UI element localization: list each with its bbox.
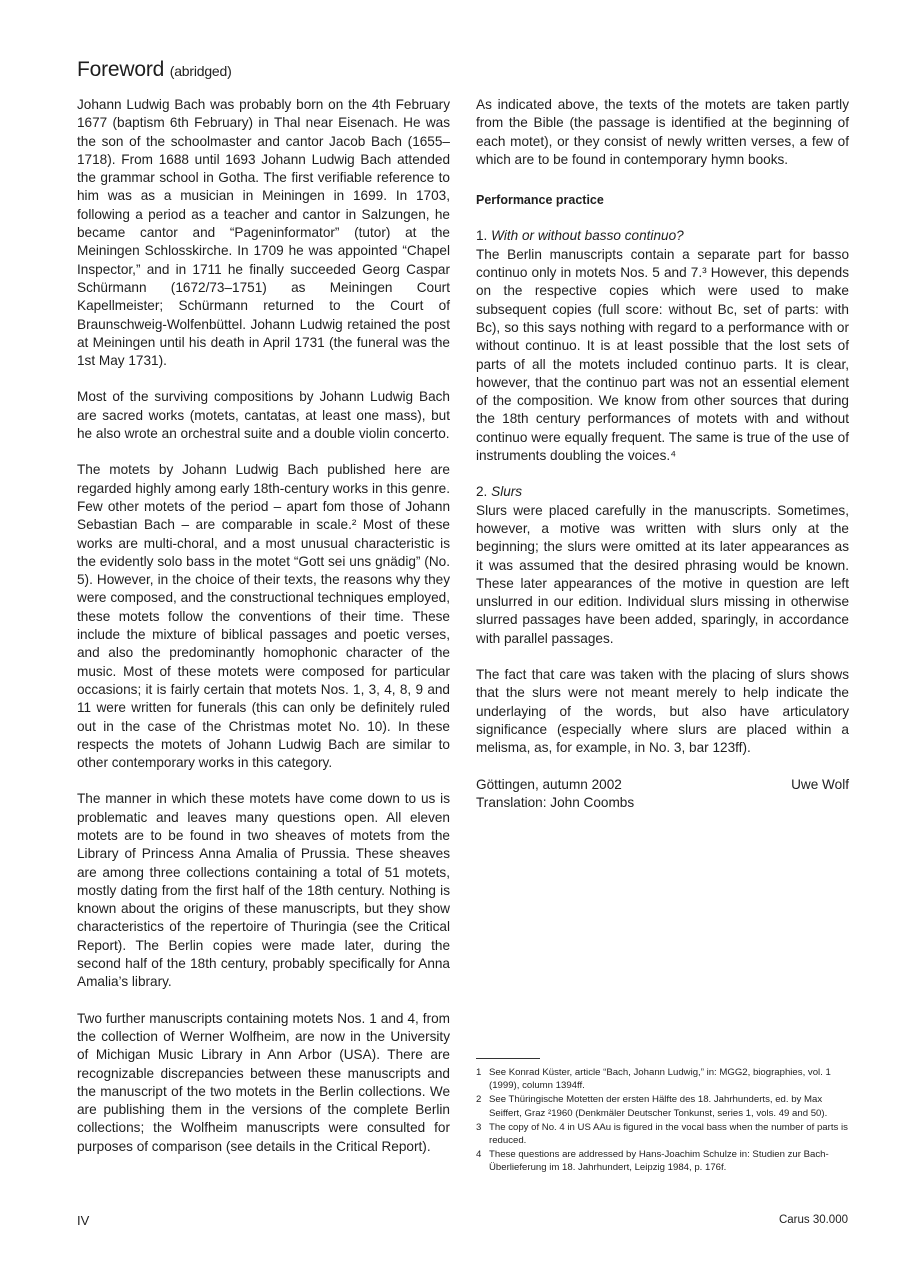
paragraph: The manner in which these motets have come down to us is problematic and leaves many questions open. All eleven motets are to be found in two sheaves of motets from the Library of Princess Anna Amalia of Prussia. These sheaves are among three collections containing a total of 51 motets, mostly dating from the first half of the 18th century. Nothing is known about the origins of these manuscripts, but they show characteristics of the repertoire of Thuringia (see the Critical Report). The Berlin copies were made later, during the second half of the 18th century, probably specifically for Anna Amalia’s library. xyxy=(77,791,450,990)
subsection-title-text: Slurs xyxy=(491,484,523,500)
paragraph: Johann Ludwig Bach was probably born on the 4th February 1677 (baptism 6th February) in Thal near Eisenach. He was the son of the schoolmaster and cantor Jacob Bach (1655–1718). From 1688 until 1693 Johann Ludwig Bach attended the grammar school in Gotha. The first verifiable reference to him was as a musician in Meiningen in 1699. In 1703, following a period as a teacher and cantor in Salzungen, he became cantor and “Pageninformator” (tutor) at the Meiningen Schlosskirche. In 1709 he was appointed “Chapel Inspector,” and in 1711 he finally succeeded Georg Caspar Schürmann (1672/73–1751) as Meiningen Court Kapellmeister; Schürmann returned to the Court of Braunschweig-Wolfenbüttel. Johann Ludwig retained the post at Meiningen until his death in April 1731 (the funeral was the 1st May 1731). xyxy=(77,97,450,369)
paragraph: Most of the surviving compositions by Johann Ludwig Bach are sacred works (motets, cantatas, at least one mass), but he also wrote an orchestral suite and a double violin concerto. xyxy=(77,389,450,442)
footnote-number: 1 xyxy=(476,1067,482,1078)
closing-paragraph: The fact that care was taken with the placing of slurs shows that the slurs were not meant merely to help indicate the underlaying of the words, but also have articulatory significance (especially where slurs are placed within a melisma, as, for example, in No. 3, bar 123ff). xyxy=(476,667,849,756)
subsection-number: 1. xyxy=(476,228,488,244)
subsection-text-2: Slurs were placed carefully in the manuscripts. Sometimes, however, a motive was written with slurs only at the beginning; the slurs were omitted at its later appearances as it was assumed that the desired phrasing would be known. These later appearances of the motive in question are left unslurred in our edition. Individual slurs missing in otherwise slurred passages have been added, sparingly, in accordance with parallel passages. xyxy=(476,502,849,646)
footnote-text: These questions are addressed by Hans-Joachim Schulze in: Studien zur Bach-Überlieferung im 18. Jahrhundert, Leipzig 1984, p. 176f. xyxy=(489,1149,829,1174)
footnote xyxy=(476,1066,849,1092)
footnote xyxy=(476,1148,849,1174)
translation-credit: Translation: John Coombs xyxy=(476,794,635,810)
footnote xyxy=(476,1121,849,1147)
catalog-number: Carus 30.000 xyxy=(778,1214,848,1226)
author-name: Uwe Wolf xyxy=(791,776,849,792)
subsection-title-2 xyxy=(476,483,849,501)
signoff xyxy=(476,776,849,794)
subsection-number: 2. xyxy=(476,484,488,500)
section-heading: Performance practice xyxy=(476,193,604,208)
page-number: IV xyxy=(77,1213,90,1228)
paragraph: The motets by Johann Ludwig Bach published here are regarded highly among early 18th-century works in this genre. Few other motets of the period – apart fom those of Johann Sebastian Bach – are comparable in scale.² Most of these works are multi-choral, and a most unusual characteristic is the evidently solo bass in the motet “Gott sei uns gnädig” (No. 5). However, in the choice of their texts, the reasons why they were composed, and the constructional techniques employed, these motets follow the conventions of their time. These include the mixture of biblical passages and poetic verses, and also the predominantly homophonic character of the music. Most of these motets were composed for particular occasions; it is fairly certain that motets Nos. 1, 3, 4, 8, 9 and 11 were written for funerals (this can only be definitely ruled out in the case of the Christmas motet No. 10). In these respects the motets of Johann Ludwig Bach are similar to other contemporary works in this category. xyxy=(77,462,450,771)
subsection-text-1: The Berlin manuscripts contain a separate part for basso continuo only in motets Nos. 5 and 7.³ However, this depends on the respective copies which were used to make subsequent copies (full score: without Bc, set of parts: with Bc), so this says nothing with regard to a performance with or without continuo. It is at least possible that the lost sets of parts of all the motets included continuo parts. It is clear, however, that the continuo part was not an essential element of the composition. We know from other sources that during the 18th century performances of motets with and without continuo were equally frequent. The same is true of the use of instruments doubling the voices.⁴ xyxy=(476,246,849,464)
footnotes xyxy=(476,1066,849,1176)
paragraph: Two further manuscripts containing motets Nos. 1 and 4, from the collection of Werner Wolfheim, are now in the University of Michigan Music Library in Ann Arbor (USA). There are recognizable discrepancies between these manuscripts and the manuscript of the two motets in the Berlin collections. We are publishing them in the versions of the complete Berlin collections; the Wolfheim manuscripts were consulted for purposes of comparison (see details in the Critical Report). xyxy=(77,1010,450,1154)
title-subtitle: (abridged) xyxy=(169,63,232,79)
footnote-number: 2 xyxy=(476,1094,482,1106)
footnote-text: See Konrad Küster, article “Bach, Johann Ludwig,” in: MGG2, biographies, vol. 1 (1999), column 1394ff. xyxy=(489,1067,831,1092)
title-text: Foreword xyxy=(77,58,165,81)
footnote-number: 4 xyxy=(476,1149,482,1161)
place-date: Göttingen, autumn 2002 xyxy=(476,776,622,792)
footnote xyxy=(476,1093,849,1119)
intro-paragraph: As indicated above, the texts of the motets are taken partly from the Bible (the passage is identified at the beginning of each motet), or they consist of newly written verses, a few of which are to be found in contemporary hymn books. xyxy=(476,97,849,167)
left-column xyxy=(77,96,450,1174)
subsection-title-text: With or without basso continuo? xyxy=(491,228,684,244)
footnote-text: See Thüringische Motetten der ersten Hälfte des 18. Jahrhunderts, ed. by Max Seiffert, Graz ²1960 (Denkmäler Deutscher Tonkunst, series 1, vols. 49 and 50). xyxy=(489,1094,828,1119)
page-title xyxy=(77,58,232,82)
footnote-text: The copy of No. 4 in US AAu is figured in the vocal bass when the number of parts is reduced. xyxy=(489,1121,848,1147)
footnote-number: 3 xyxy=(476,1121,482,1133)
subsection-title-1 xyxy=(476,227,849,245)
right-column xyxy=(476,96,849,812)
footnote-rule xyxy=(476,1058,540,1059)
